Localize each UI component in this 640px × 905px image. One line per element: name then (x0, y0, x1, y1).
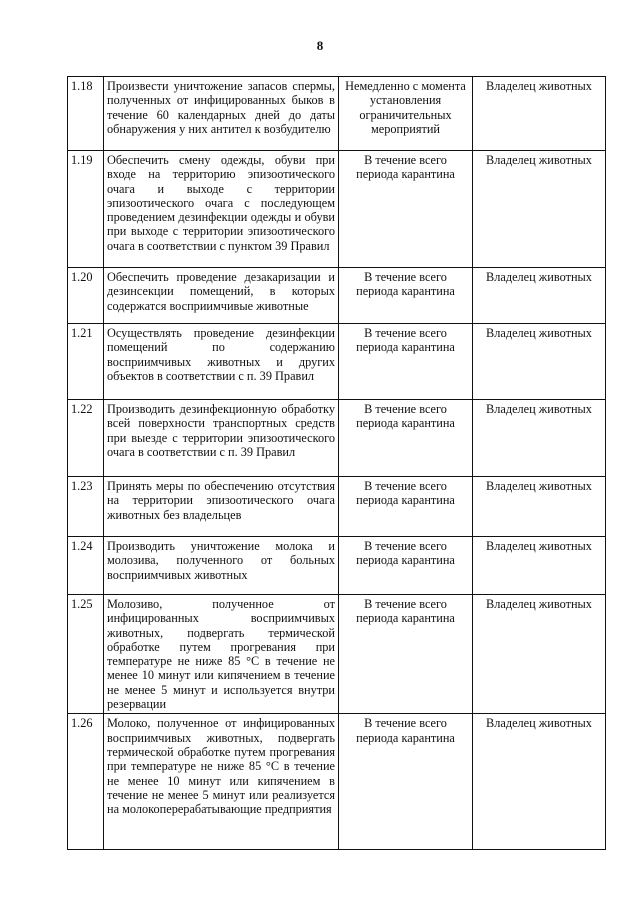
item-number: 1.23 (68, 477, 104, 537)
measure-text: Молоко, полученное от инфицированных восприимчивых животных, подвергать термической обработке путем прогревания при температуре не ниже 85 °С в течение не менее 10 минут или кипячением в течение не менее 5 минут или реализуется на молокоперерабатывающие предприятия (104, 714, 339, 850)
item-number: 1.24 (68, 537, 104, 595)
measure-responsible: Владелец животных (473, 537, 606, 595)
measure-term: В течение всего периода карантина (339, 537, 473, 595)
page-number: 8 (316, 38, 324, 53)
item-number: 1.19 (68, 151, 104, 268)
measure-text: Производить уничтожение молока и молозива, полученного от больных восприимчивых животных (104, 537, 339, 595)
item-number: 1.22 (68, 400, 104, 477)
table-row (68, 714, 606, 850)
item-number: 1.26 (68, 714, 104, 850)
measure-term: В течение всего периода карантина (339, 268, 473, 324)
table-row (68, 77, 606, 151)
measure-responsible: Владелец животных (473, 714, 606, 850)
table-row (68, 537, 606, 595)
item-number: 1.21 (68, 324, 104, 400)
measure-responsible: Владелец животных (473, 400, 606, 477)
measure-responsible: Владелец животных (473, 595, 606, 714)
measure-text: Обеспечить проведение дезакаризации и дезинсекции помещений, в которых содержатся восприимчивые животные (104, 268, 339, 324)
measure-term: В течение всего периода карантина (339, 400, 473, 477)
measure-text: Обеспечить смену одежды, обуви при входе на территорию эпизоотического очага и выходе с территории эпизоотического очага с последующем проведением дезинфекции одежды и обуви при выходе с территории эпизоотического очага в соответствии с пунктом 39 Правил (104, 151, 339, 268)
table-row (68, 400, 606, 477)
measures-table (67, 76, 606, 850)
measure-term: В течение всего периода карантина (339, 714, 473, 850)
measure-responsible: Владелец животных (473, 151, 606, 268)
item-number: 1.20 (68, 268, 104, 324)
measure-responsible: Владелец животных (473, 77, 606, 151)
measure-text: Молозиво, полученное от инфицированных восприимчивых животных, подвергать термической обработке путем прогревания при температуре не ниже 85 °С в течение не менее 10 минут или кипячением в течение не менее 5 минут и используется внутри резервации (104, 595, 339, 714)
measure-text: Производить дезинфекционную обработку всей поверхности транспортных средств при выезде с территории эпизоотического очага в соответствии с п. 39 Правил (104, 400, 339, 477)
table-row (68, 268, 606, 324)
measure-responsible: Владелец животных (473, 324, 606, 400)
measure-responsible: Владелец животных (473, 477, 606, 537)
measure-term: В течение всего периода карантина (339, 595, 473, 714)
measure-term: В течение всего периода карантина (339, 151, 473, 268)
measure-term: В течение всего периода карантина (339, 477, 473, 537)
measure-text: Произвести уничтожение запасов спермы, полученных от инфицированных быков в течение 60 календарных дней до даты обнаружения у них антител к возбудителю (104, 77, 339, 151)
measure-responsible: Владелец животных (473, 268, 606, 324)
measure-term: Немедленно с момента установления ограничительных мероприятий (339, 77, 473, 151)
measure-text: Осуществлять проведение дезинфекции помещений по содержанию восприимчивых животных и других объектов в соответствии с п. 39 Правил (104, 324, 339, 400)
measure-term: В течение всего периода карантина (339, 324, 473, 400)
table-row (68, 151, 606, 268)
table-row (68, 324, 606, 400)
item-number: 1.18 (68, 77, 104, 151)
table-row (68, 477, 606, 537)
table-row (68, 595, 606, 714)
measure-text: Принять меры по обеспечению отсутствия на территории эпизоотического очага животных без владельцев (104, 477, 339, 537)
item-number: 1.25 (68, 595, 104, 714)
